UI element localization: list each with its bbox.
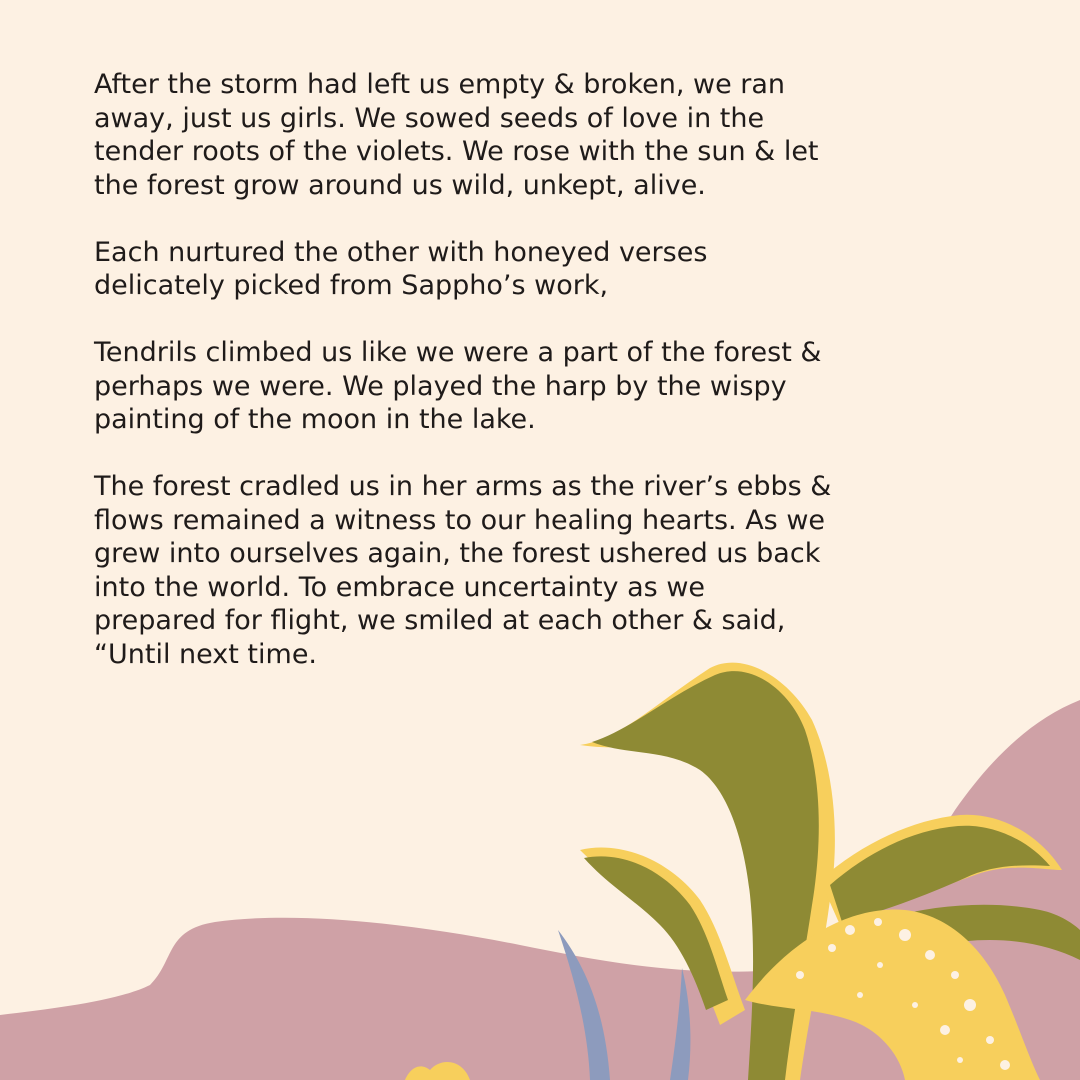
poem-paragraph-2 [94, 236, 894, 303]
poem-text [94, 68, 894, 705]
poem-line: tender roots of the violets. We rose with the sun & let [94, 136, 819, 167]
olive-leaves [580, 663, 1080, 1080]
poem-line: flows remained a witness to our healing hearts. As we [94, 504, 826, 536]
poem-line: into the world. To embrace uncertainty as we [94, 571, 706, 603]
poem-line: Each nurtured the other with honeyed verses [94, 236, 708, 268]
right-hill [860, 700, 1080, 1080]
poem-paragraph-4 [94, 470, 894, 671]
poem-line: painting of the moon in the lake. [94, 404, 536, 435]
yellow-bud [405, 1062, 470, 1080]
bottom-hill [0, 918, 1080, 1080]
poem-paragraph-1 [94, 68, 894, 202]
poem-line: “Until next time. [94, 638, 318, 670]
poem-line: perhaps we were. We played the harp by the wispy [94, 370, 787, 402]
poem-paragraph-3 [94, 336, 894, 437]
poem-line: The forest cradled us in her arms as the river’s ebbs & [94, 471, 832, 502]
poem-line: the forest grow around us wild, unkept, alive. [94, 169, 706, 201]
poem-line: delicately picked from Sappho’s work, [94, 270, 609, 301]
blue-stem-right [670, 968, 690, 1080]
poem-line: Tendrils climbed us like we were a part of the forest & [94, 337, 822, 368]
poem-line: prepared for flight, we smiled at each other & said, [94, 605, 786, 636]
yellow-speckled-leaf [745, 910, 1040, 1080]
poem-line: After the storm had left us empty & broken, we ran [94, 69, 786, 100]
poem-line: grew into ourselves again, the forest ushered us back [94, 538, 821, 569]
poem-line: away, just us girls. We sowed seeds of love in the [94, 102, 765, 134]
blue-stem-left [558, 930, 610, 1080]
